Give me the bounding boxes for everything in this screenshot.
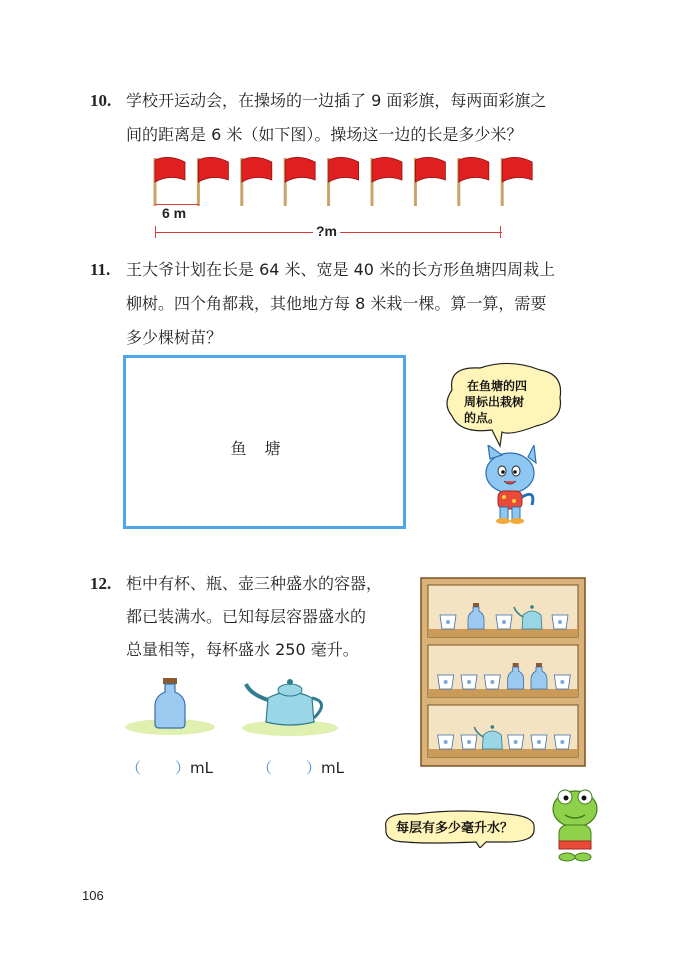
flag-icon: [197, 157, 229, 206]
cup-icon: [461, 735, 477, 749]
flag-icon: [501, 157, 533, 206]
blue-cat-character-icon: [470, 445, 550, 525]
cup-icon: [554, 675, 570, 689]
fish-pond-rectangle: [123, 355, 406, 529]
cup-icon: [531, 735, 547, 749]
flag-icon: [154, 157, 186, 206]
q10-line1: 学校开运动会，在操场的一边插了 9 面彩旗，每两面彩旗之: [126, 91, 547, 110]
cup-icon: [496, 615, 512, 629]
q12-line2: 都已装满水。已知每层容器盛水的: [126, 607, 367, 626]
q12-number: 12.: [90, 574, 112, 593]
q11-number: 11.: [90, 260, 111, 279]
flag-icon: [327, 157, 359, 206]
q12-line1: 柜中有杯、瓶、壶三种盛水的容器，: [126, 574, 383, 593]
q11-line1: 王大爷计划在长是 64 米、宽是 40 米的长方形鱼塘四周栽上: [126, 260, 556, 279]
cup-icon: [552, 615, 568, 629]
flag-icon: [284, 157, 316, 206]
cat-bubble-line1: 在鱼塘的四: [467, 379, 528, 393]
green-frog-character-icon: [545, 785, 605, 865]
cat-bubble-line3: 的点。: [464, 411, 501, 425]
q10-number: 10.: [90, 91, 112, 110]
cup-icon: [438, 735, 454, 749]
cabinet-illustration: [420, 577, 586, 767]
kettle-icon: [240, 668, 340, 738]
kettle-answer[interactable]: [257, 757, 344, 778]
bottle-icon: [125, 672, 225, 737]
kettle-answer-open: （: [257, 759, 273, 777]
cup-icon: [438, 675, 454, 689]
total-label: ?m: [313, 223, 340, 239]
cup-icon: [440, 615, 456, 629]
q11-line3: 多少棵树苗？: [126, 328, 223, 347]
kettle-answer-unit: mL: [321, 759, 344, 777]
cup-icon: [554, 735, 570, 749]
flag-icon: [457, 157, 489, 206]
gap-label: 6 m: [162, 205, 187, 221]
flags-illustration: [140, 150, 540, 250]
cup-icon: [461, 675, 477, 689]
bottle-answer-close: ）: [175, 759, 191, 777]
bottle-answer-unit: mL: [190, 759, 213, 777]
page-number: 106: [82, 888, 104, 903]
bottle-answer[interactable]: [126, 757, 213, 778]
q12-line3: 总量相等，每杯盛水 250 毫升。: [126, 640, 359, 659]
kettle-answer-close: ）: [306, 759, 322, 777]
q11-line2: 柳树。四个角都栽，其他地方每 8 米栽一棵。算一算，需要: [126, 294, 547, 313]
bottle-answer-open: （: [126, 759, 142, 777]
q10-line2: 间的距离是 6 米（如下图）。操场这一边的长是多少米？: [126, 125, 523, 144]
pond-label: 鱼塘: [230, 439, 299, 458]
cat-bubble-line2: 周标出栽树: [464, 395, 525, 409]
cup-icon: [484, 675, 500, 689]
flag-icon: [371, 157, 403, 206]
frog-bubble-text: 每层有多少毫升水？: [396, 821, 514, 836]
flag-icon: [414, 157, 446, 206]
flag-icon: [240, 157, 271, 206]
cup-icon: [508, 735, 524, 749]
